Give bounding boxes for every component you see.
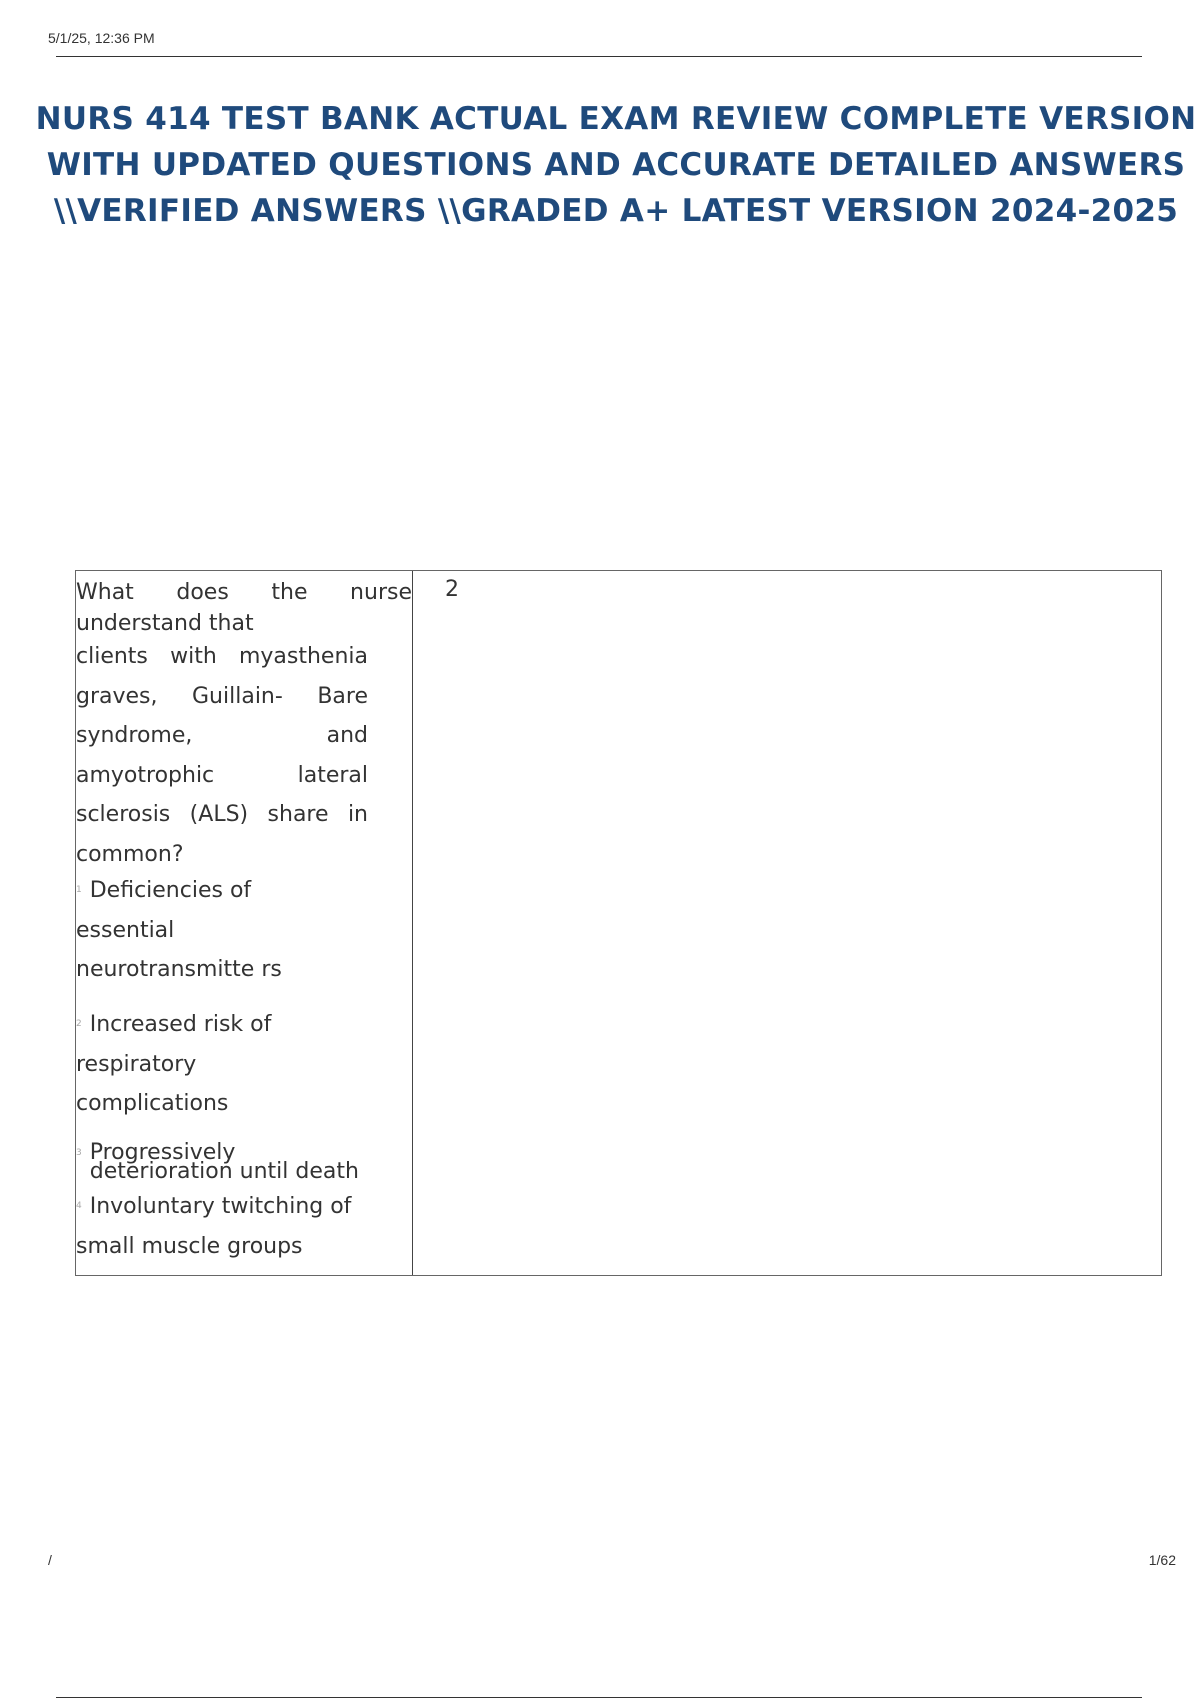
header-divider xyxy=(56,56,1142,57)
question-stem-first-line: What does the nurse understand that xyxy=(76,580,412,636)
option-number: 3 xyxy=(76,1147,82,1158)
document-title: NURS 414 TEST BANK ACTUAL EXAM REVIEW COMPLETE VERSION WITH UPDATED QUESTIONS AND ACCURATE DETAILED ANSWERS \\VERIFIED ANSWERS \\GRADED A+ LATEST VERSION 2024-2025 xyxy=(35,101,1197,229)
print-timestamp: 5/1/25, 12:36 PM xyxy=(48,30,155,46)
option-number: 4 xyxy=(76,1201,82,1212)
option-1 xyxy=(76,871,316,990)
option-text: Progressively deterioration until death xyxy=(89,1140,359,1184)
answer-cell xyxy=(413,571,1161,1275)
footer-divider xyxy=(56,1697,1142,1698)
question-cell xyxy=(76,571,413,1275)
option-4 xyxy=(76,1187,376,1266)
footer-mark: / xyxy=(48,1552,52,1568)
page-number: 1/62 xyxy=(1148,1552,1176,1568)
option-text: Deficiencies of essential neurotransmitte rs xyxy=(76,878,282,983)
option-3 xyxy=(76,1140,396,1184)
question-answer-table xyxy=(75,570,1162,1276)
option-number: 2 xyxy=(76,1019,82,1030)
answer-value: 2 xyxy=(445,577,459,602)
option-text: Involuntary twitching of small muscle groups xyxy=(76,1194,352,1259)
option-2 xyxy=(76,1005,316,1124)
option-number: 1 xyxy=(76,885,82,896)
option-text: Increased risk of respiratory complications xyxy=(76,1012,272,1117)
question-stem-continued: clients with myasthenia graves, Guillain- Bare syndrome, and amyotrophic lateral sclerosis (ALS) share in common? xyxy=(76,644,368,867)
